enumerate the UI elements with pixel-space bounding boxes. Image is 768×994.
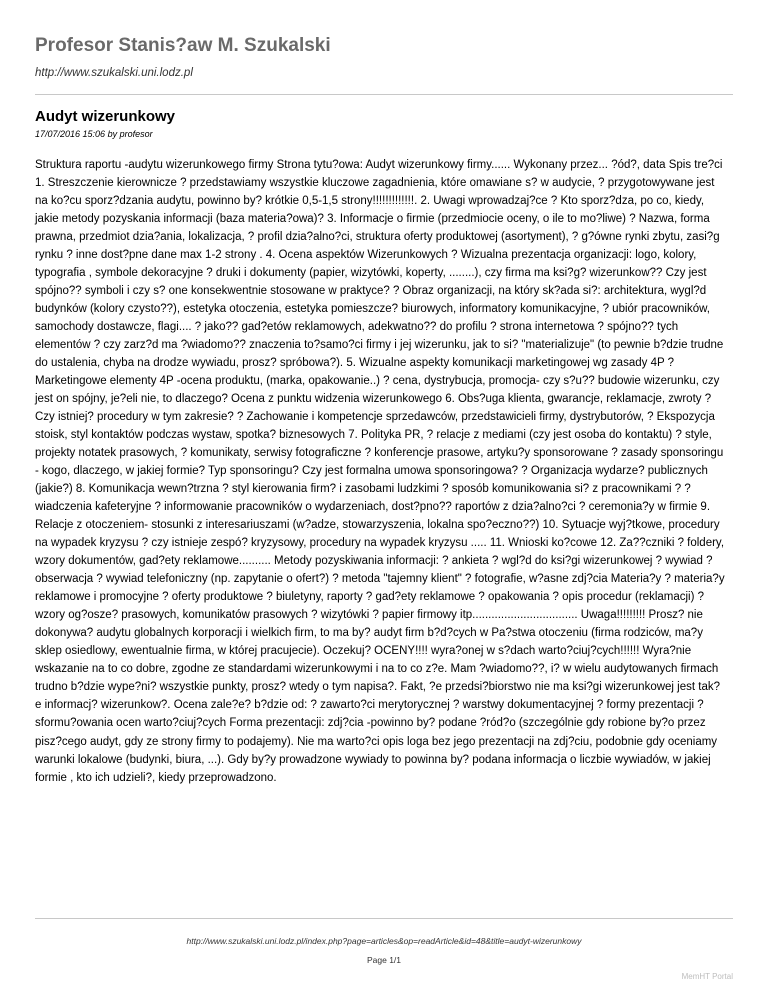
footer-divider: [35, 918, 733, 919]
page-number: Page 1/1: [366, 955, 402, 965]
site-url[interactable]: http://www.szukalski.uni.lodz.pl: [35, 67, 193, 79]
site-title: Profesor Stanis?aw M. Szukalski: [35, 35, 331, 56]
article-title: Audyt wizerunkowy: [35, 108, 176, 125]
header-divider: [35, 94, 733, 95]
article-meta: 17/07/2016 15:06 by profesor: [35, 129, 153, 139]
article-body: Struktura raportu -audytu wizerunkowego firmy Strona tytu?owa: Audyt wizerunkowy firmy...... Wykonany przez... ?ód?, data Spis tre?ci 1. Streszczenie kierownicze ? przedstawiamy wszystkie kluczowe zagadnienia, które omawiane s? w audycie, ? przygotowywane jest na ko?cu sporz?dzania audytu, powinno by? krótkie 0,5-1,5 strony!!!!!!!!!!!!!. 2. Uwagi wprowadzaj?ce ? Kto sporz?dza, po co, kiedy, jakie metody pozyskania informacji (baza materia?owa)? 3. Informacje o firmie (przedmiocie oceny, o ile to mo?liwe) ? Nazwa, forma prawna, przedmiot dzia?ania, lokalizacja, ? profil dzia?alno?ci, struktura oferty produktowej (asortyment), ? g?ówne rynki zbytu, zasi?g rynku ? inne dost?pne dane max 1-2 strony . 4. Ocena aspektów Wizerunkowych ? Wizualna prezentacja organizacji: logo, kolory, typografia , symbole dekoracyjne ? druki i dokumenty (papier, wizytówki, koperty, ........), czy firma ma ksi?g? wizerunkow?? Czy jest spójno?? symboli i czy s? one konsekwentnie stosowane w praktyce? ? Obraz organizacji, na który sk?ada si?: architektura, wygl?d budynków (kolory czysto??), estetyka otoczenia, estetyka pomieszcze? biurowych, informatory komunikacyjne, ? ubiór pracowników, samochody dostawcze, flagi.... ? jako?? gad?etów reklamowych, adekwatno?? do profilu ? strona internetowa ? spójno?? tych elementów ? czy zarz?d ma ?wiadomo?? znaczenia to?samo?ci firmy i jej wizerunku, jak to si? "materializuje" (to pewnie b?dzie trudne do ustalenia, chyba na drodze wywiadu, prosz? spróbowa?). 5. Wizualne aspekty komunikacji marketingowej wg zasady 4P ? Marketingowe elementy 4P -ocena produktu, (marka, opakowanie..) ? cena, dystrybucja, promocja- czy s?u?? budowie wizerunku, czy jest on spójny, je?eli nie, to dlaczego? Ocena z punktu widzenia wizerunkowego 6. Obs?uga klienta, gwarancje, reklamacje, zwroty ? Czy istniej? procedury w tym zakresie? ? Zachowanie i kompetencje sprzedawców, przedstawicieli firmy, dystrybutorów, ? Ekspozycja stoisk, styl kontaktów podczas wystaw, spotka? biznesowych 7. Polityka PR, ? relacje z mediami (czy jest osoba do kontaktu) ? style, projekty notatek prasowych, ? komunikaty, serwisy fotograficzne ? konferencje prasowe, artyku?y sponsorowane ? zasady sponsoringu - kogo, dlaczego, w jakiej formie? Typ sponsoringu? Czy jest formalna umowa sponsoringowa? ? Organizacja wydarze? publicznych (jakie?) 8. Komunikacja wewn?trzna ? styl kierowania firm? i zasobami ludzkimi ? sposób komunikowania si? z pracownikami ? ?wiadczenia kafeteryjne ? informowanie pracowników o wydarzeniach, dost?pno?? raportów z dzia?alno?ci ? ceremonia?y w firmie 9. Relacje z otoczeniem- stosunki z interesariuszami (w?adze, stowarzyszenia, lokalna spo?eczno??) 10. Sytuacje wyj?tkowe, procedury na wypadek kryzysu ? czy istnieje zespó? kryzysowy, procedury na wypadek kryzysu ..... 11. Wnioski ko?cowe 12. Za??czniki ? foldery, wzory dokumentów, gad?ety reklamowe.......... Metody pozyskiwania informacji: ? ankieta ? wgl?d do ksi?gi wizerunkowej ? wywiad ? obserwacja ? wywiad telefoniczny (np. zapytanie o ofert?) ? metoda "tajemny klient" ? fotografie, w?asne zdj?cia Materia?y ? materia?y reklamowe i promocyjne ? oferty produktowe ? biuletyny, raporty ? gad?ety reklamowe ? opakowania ? opis procedur (reklamacji) ? wzory og?osze? prasowych, komunikatów prasowych ? wizytówki ? papier firmowy itp................................. Uwaga!!!!!!!!! Prosz? nie dokonywa? audytu globalnych korporacji i wielkich firm, to ma by? audyt firm b?d?cych w Pa?stwa otoczeniu (firma rodziców, ma?y sklep osiedlowy, ewentualnie firma, w której pracujecie). Oczekuj? OCENY!!!! wyra?onej w s?dach warto?ciuj?cych!!!!!! Wyra?nie wskazanie na to co dobre, zgodne ze standardami wizerunkowymi i na to co z?e. Mam ?wiadomo??, i? w wielu audytowanych firmach trudno b?dzie wype?ni? wszystkie punkty, prosz? wtedy o tym napisa?. Fakt, ?e przedsi?biorstwo nie ma ksi?gi wizerunkowej jest tak?e informacj? wizerunkow?. Ocena zale?e? b?dzie od: ? zawarto?ci merytorycznej ? warstwy dokumentacyjnej ? formy prezentacji ? sformu?owania ocen warto?ciuj?cych Forma prezentacji: zdj?cia -powinno by? podane ?ród?o (szczególnie gdy robione by?o przez pisz?cego audyt, gdy ze strony firmy to podajemy). Nie ma warto?ci opis loga bez jego prezentacji na zdj?ciu, podobnie gdy oceniamy warunki lokalowe (budynki, biura, ...). Gdy by?y prowadzone wywiady to powinna by? podana informacja o liczbie wywiadów, w jakiej formie , kto ich udzieli?, kiedy przeprowadzono.: [35, 159, 725, 784]
footer-url[interactable]: http://www.szukalski.uni.lodz.pl/index.php?page=articles&op=readArticle&id=48&title=audyt-wizerunkowy: [186, 936, 582, 946]
portal-name: MemHT Portal: [681, 972, 733, 981]
